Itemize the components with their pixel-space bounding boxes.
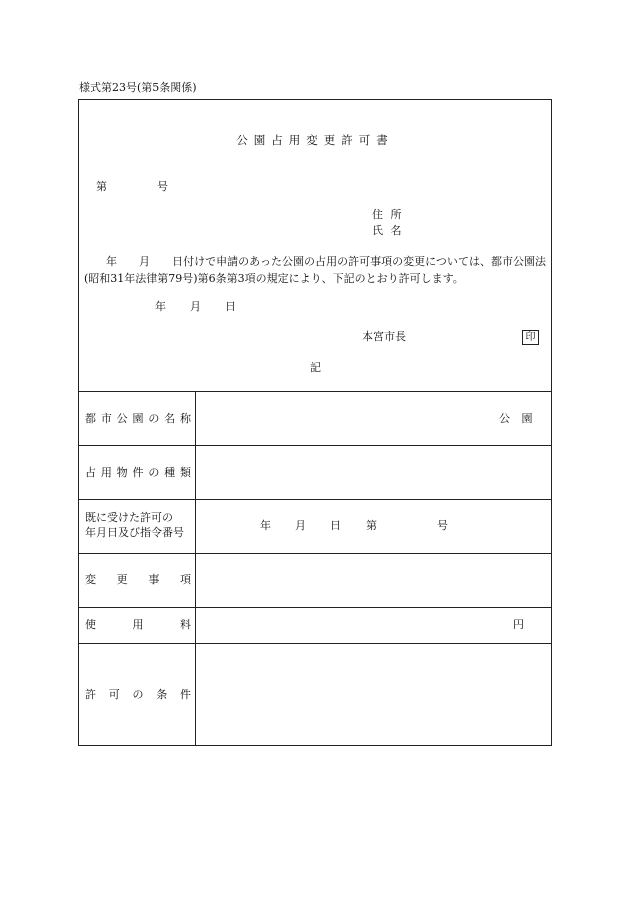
number-dai: 第 <box>96 180 107 193</box>
name-label: 氏 名 <box>372 224 404 237</box>
fee-label: 使 用 料 <box>85 618 191 631</box>
prior-permit-label-line1: 既に受けた許可の <box>85 511 173 524</box>
table-top-border <box>79 391 551 392</box>
row-divider-5 <box>79 643 551 644</box>
row-divider-2 <box>79 499 551 500</box>
seal-mark: 印 <box>522 330 539 345</box>
ki-label: 記 <box>310 361 321 374</box>
row-divider-3 <box>79 553 551 554</box>
prior-permit-day: 日 <box>330 519 341 532</box>
changes-label: 変 更 事 項 <box>85 573 191 586</box>
prior-permit-month: 月 <box>295 519 306 532</box>
prior-permit-year: 年 <box>260 519 271 532</box>
date-year: 年 <box>155 300 166 313</box>
address-label: 住 所 <box>372 208 404 221</box>
park-name-label: 都 市 公 園 の 名 称 <box>85 412 191 425</box>
prior-permit-label-line2: 年月日及び指令番号 <box>85 526 184 539</box>
form-title: 公園占用変更許可書 <box>236 133 394 147</box>
prior-permit-go: 号 <box>437 519 448 532</box>
permit-form <box>78 99 552 746</box>
fee-unit: 円 <box>513 618 524 631</box>
park-name-value: 公 園 <box>499 412 537 425</box>
prior-permit-dai: 第 <box>366 519 377 532</box>
number-go: 号 <box>157 180 168 193</box>
date-day: 日 <box>225 300 236 313</box>
issuer-name: 本宮市長 <box>362 330 406 343</box>
row-divider-4 <box>79 607 551 608</box>
row-divider-1 <box>79 445 551 446</box>
date-month: 月 <box>190 300 201 313</box>
conditions-label: 許 可 の 条 件 <box>85 688 191 701</box>
object-type-label: 占 用 物 件 の 種 類 <box>85 466 191 479</box>
body-text: 年 月 日付けで申請のあった公園の占用の許可事項の変更については、都市公園法(昭和31年法律第79号)第6条第3項の規定により、下記のとおり許可します。 <box>84 255 546 285</box>
form-number: 様式第23号(第5条関係) <box>79 81 197 94</box>
